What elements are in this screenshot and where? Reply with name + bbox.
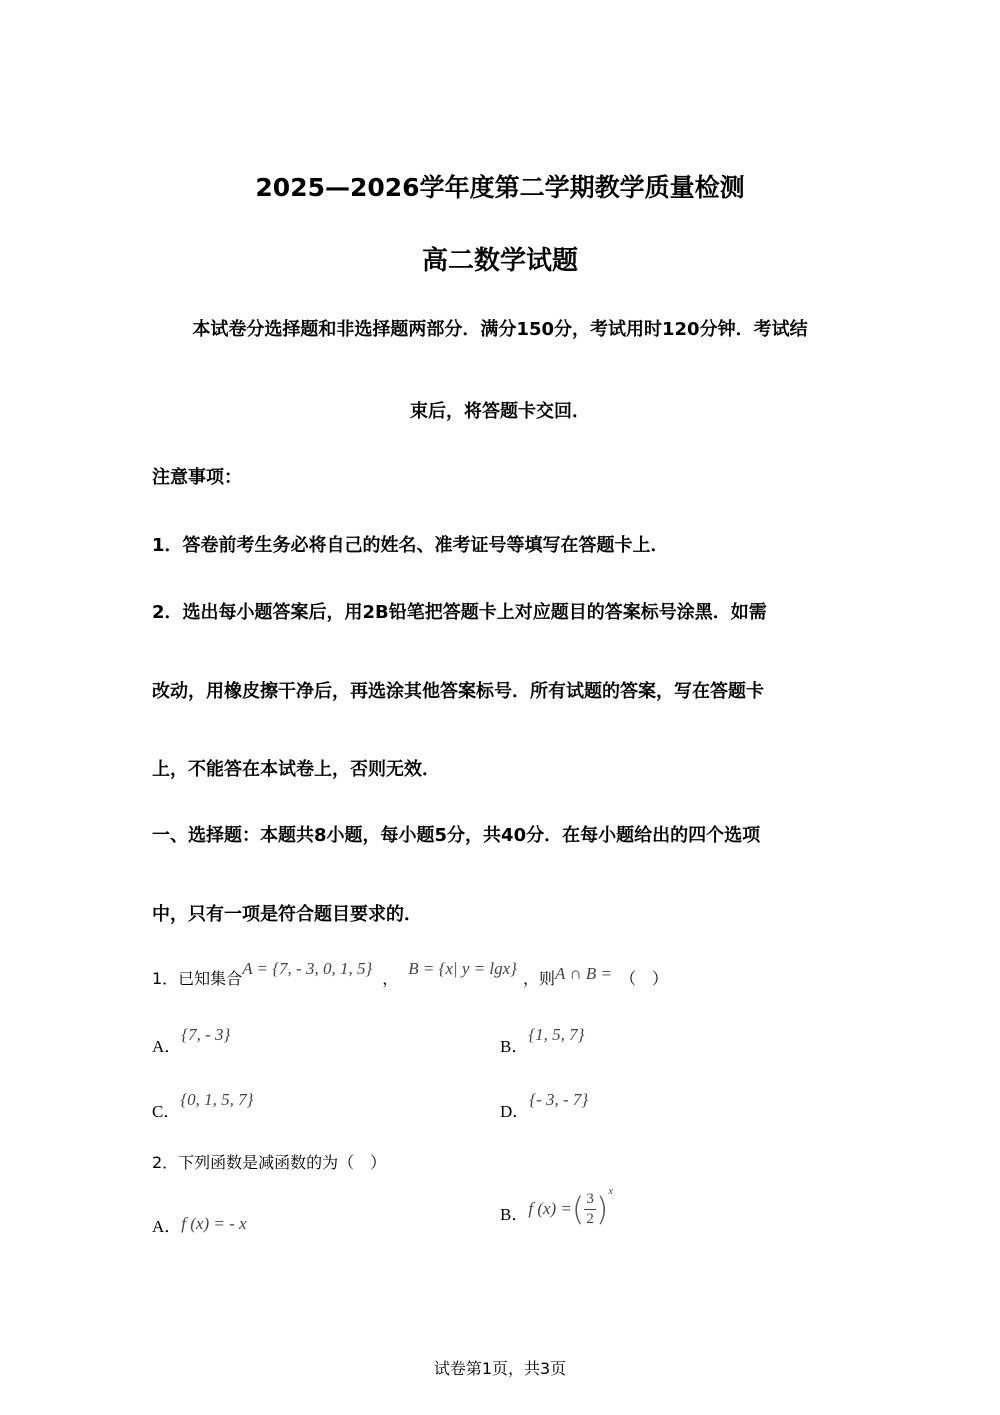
- option-value-math: {1, 5, 7}: [528, 1025, 585, 1044]
- question-1-option-d: [500, 1085, 589, 1121]
- exam-subtitle: 高二数学试题: [421, 246, 578, 276]
- fraction: [584, 1192, 596, 1227]
- fraction-numerator: 3: [584, 1192, 596, 1210]
- notice-item-2-line-3: 上，不能答在本试卷上，否则无效．: [152, 759, 440, 780]
- option-label: A．: [152, 1217, 182, 1236]
- question-2-stem: 2．下列函数是减函数的为（ ）: [152, 1153, 387, 1172]
- exam-title: 2025—2026学年度第二学期教学质量检测: [255, 173, 745, 202]
- exponent: x: [608, 1186, 613, 1197]
- notice-item-2-line-2: 改动，用橡皮擦干净后，再选涂其他答案标号．所有试题的答案，写在答题卡: [152, 681, 764, 702]
- question-2-option-a: [152, 1212, 247, 1237]
- option-label: B．: [500, 1204, 529, 1224]
- question-1-option-b: [500, 1020, 585, 1056]
- option-lhs-math: f (x) =: [528, 1199, 572, 1218]
- question-2-option-b: [500, 1186, 613, 1228]
- set-b-math: B = {x| y = lgx}: [408, 959, 517, 978]
- fraction-denominator: 2: [586, 1210, 594, 1227]
- question-1-blank: （ ）: [619, 969, 668, 988]
- question-1-then: ，则: [522, 969, 555, 988]
- notice-item-1: 1．答卷前考生务必将自己的姓名、准考证号等填写在答题卡上．: [152, 535, 669, 556]
- set-a-math: A = {7, - 3, 0, 1, 5}: [242, 959, 373, 978]
- intro-line-1: 本试卷分选择题和非选择题两部分．满分150分，考试用时120分钟．考试结: [192, 319, 808, 340]
- question-1-option-a: [152, 1020, 231, 1056]
- question-1-separator: ，: [382, 969, 399, 988]
- notice-item-2-line-1: 2．选出每小题答案后，用2B铅笔把答题卡上对应题目的答案标号涂黑．如需: [152, 602, 767, 623]
- question-1-option-c: [152, 1085, 254, 1121]
- left-paren: (: [571, 1190, 585, 1228]
- option-value-math: {7, - 3}: [181, 1025, 231, 1044]
- section-1-heading-line-1: 一、选择题：本题共8小题，每小题5分，共40分．在每小题给出的四个选项: [152, 825, 761, 846]
- option-label: D．: [500, 1102, 530, 1121]
- notice-heading: 注意事项：: [152, 467, 242, 488]
- section-1-heading-line-2: 中，只有一项是符合题目要求的．: [152, 904, 422, 925]
- intro-line-2: 束后，将答题卡交回．: [410, 401, 590, 422]
- page-footer: 试卷第1页，共3页: [433, 1359, 567, 1378]
- option-label: A．: [152, 1037, 182, 1056]
- question-1-prefix: 1．已知集合: [152, 969, 243, 988]
- right-paren: ): [595, 1190, 609, 1228]
- option-value-math: {- 3, - 7}: [529, 1090, 589, 1109]
- option-label: C．: [152, 1102, 181, 1121]
- intersection-math: A ∩ B =: [555, 964, 612, 983]
- option-value-math: f (x) = - x: [181, 1214, 247, 1233]
- question-1: [152, 959, 668, 989]
- option-label: B．: [500, 1037, 529, 1056]
- option-value-math: {0, 1, 5, 7}: [180, 1090, 254, 1109]
